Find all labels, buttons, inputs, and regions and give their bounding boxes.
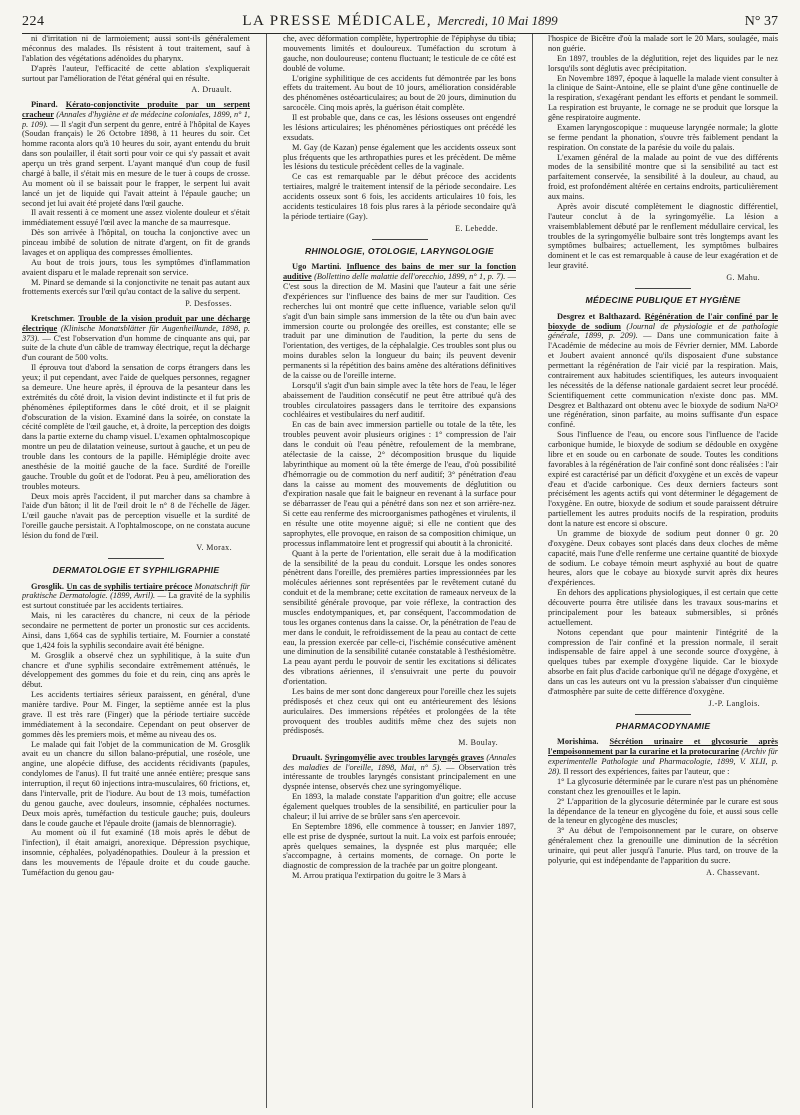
paragraph: D'après l'auteur, l'efficacité de cette ablation s'expliquerait surtout par l'amélioration de l'état général qui en résulte.: [22, 63, 250, 83]
paragraph: L'examen général de la malade au point de vue des différents modes de la sensibilité montre que si la sensibilité au tact est parfaitement conservée, la sensibilité à la douleur, au chaud, au froid, est profondément altérée en certains endroits, particulièrement aux mains.: [548, 152, 778, 201]
column-rule: [532, 34, 533, 1108]
article-signature: M. Boulay.: [458, 738, 498, 748]
issue-date: Mercredi, 10 Mai 1899: [437, 13, 558, 28]
section-heading: PHARMACODYNAMIE: [615, 721, 711, 732]
article-title: Influence des bains de mer sur la fonction auditive: [283, 262, 516, 282]
article-source: Monatschrift für praktische Dermatologie. (1899, Avril).: [22, 581, 250, 601]
article-grosglik: [22, 582, 250, 612]
article-signature: A. Chassevant.: [706, 867, 760, 877]
article-signature: P. Desfosses.: [185, 299, 232, 309]
article-desgrez: [548, 312, 778, 431]
section-heading: MÉDECINE PUBLIQUE ET HYGIÈNE: [585, 295, 741, 306]
article-author: Desgrez et Balthazard.: [557, 311, 641, 321]
article-signature: V. Morax.: [196, 542, 232, 552]
article-signature: A. Druault.: [191, 85, 232, 95]
article-title: Un cas de syphilis tertiaire précoce: [66, 581, 193, 591]
paragraph: Deux mois après l'accident, il put marcher dans sa chambre à l'aide d'un bâton; il lit de l'œil droit le n° 8 de l'échelle de Jäger. L'œil gauche n'avait pas de perception visuelle et la surdité de l'oreille gauche persistait. A l'ophtalmoscope, on ne constata aucune lésion du fond de l'œil.: [22, 491, 250, 541]
article-text: — La gravité de la syphilis est surtout constituée par les accidents tertiaires.: [22, 591, 250, 611]
article-title: Sécrétion urinaire et glycosurie après l'empoisonnement par la curarine et la protocurarine: [548, 737, 778, 757]
article-title: Kérato-conjonctivite produite par un serpent cracheur: [22, 99, 250, 119]
paragraph: En 1897, troubles de la déglutition, rejet des liquides par le nez lorsqu'ils sont déglutis avec précipitation.: [548, 53, 778, 73]
column-middle: [283, 34, 516, 1108]
paragraph: Quant à la perte de l'orientation, elle serait due à la modification de la sensibilité de la peau du conduit. Lorsque les ondes sonores pénètrent dans l'oreille, des premières parties impressionnées par les molécules aériennes sont représentées par le revêtement cutané du conduit et de la membrane; cette excitation de rameaux nerveux de la sensibilité générale provoque, par voie réflexe, la contraction des muscles endotympaniques, et, par conséquent, l'accommodation de tous les organes contenus dans la caisse. Or, la pénétration de l'eau de mer dans le conduit, le refroidissement de la peau au contact de cette eau, la pression exercée par celle-ci, l'ischémie consécutive amènent une diminution de la sensibilité cutanée constatable à l'esthésiomètre. La peau ayant perdu le pouvoir de sentir les excitations si délicates des vibrations aériennes, il s'ensuivrait une perte du pouvoir d'orientation.: [283, 548, 516, 687]
article-text: — Dans une communication faite à l'Académie de médecine au mois de Février dernier, MM. Laborde et Joubert avaient annoncé qu'ils disposaient d'une substance permettant la régénération de l'air vicié par la respiration. Mais, contrairement aux habitudes scientifiques, les auteurs invoquaient les nécessités de la défense nationale gardaient secret leur procédé. Scientifiquement cette communication n'existe donc pas. MM. Desgrez et Balthazard ont obtenu avec le bioxyde de sodium Na²O² une régénération, sinon parfaite, au moins suffisante d'un espace confiné.: [548, 331, 778, 430]
article-kretschmer: [22, 314, 250, 363]
paragraph: 2° L'apparition de la glycosurie déterminée par le curare est sous la dépendance de la teneur en glycogène du foie, et aussi sous celle de la teneur en glycogène des muscles;: [548, 796, 778, 826]
page-number: 224: [22, 14, 45, 29]
paragraph: Notons cependant que pour maintenir l'intégrité de la compression de l'air confiné et la pression normale, il serait indispensable de faire appel à une seconde source d'oxygène, à quelques tubes par exemple d'oxygène liquide. Car le bioxyde absorbe en fait plus d'acide carbonique qu'il ne dégage d'oxygène, et dans un cas les auteurs ont vu la pression s'abaisser d'un cinquième d'atmosphère par suite de cette différence d'oxygène.: [548, 627, 778, 696]
article-author: Morishima.: [557, 737, 599, 747]
article-title: Trouble de la vision produit par une décharge électrique: [22, 313, 250, 333]
paragraph: Ce cas est remarquable par le début précoce des accidents tertiaires, malgré le traitement intensif de la période secondaire. Les accidents osseux sont 6 fois, les accidents articulaires 10 fois, les accidents testiculaires 18 fois plus rares à la période secondaire qu'à la période tertiaire (Gay).: [283, 172, 516, 221]
paragraph: Sous l'influence de l'eau, ou encore sous l'influence de l'acide carbonique humide, le bioxyde de sodium se dédouble en oxygène libre et en soude ou en carbonate de soude. Toutes les conditions favorables à la régénération de l'air confiné sont donc réalisées : l'air expiré est caractérisé par un déficit d'oxygène et un excès de vapeur d'eau et d'acide carbonique. Ces deux derniers facteurs sont précisément les agents actifs qui vont déterminer le dégagement de l'oxygène. En outre, bioxyde de sodium et soude paraissent détruire partiellement les autres produits nocifs de la respiration, produits dont la nature est encore si obscure.: [548, 430, 778, 529]
journal-title-line: LA PRESSE MÉDICALE, Mercredi, 10 Mai 1899: [242, 13, 558, 29]
article-source: (Archiv für experimentelle Pathologie und Pharmacologie, 1899, V. XLII, p. 28).: [548, 747, 778, 777]
article-text: Il ressort des expériences, faites par l'auteur, que :: [563, 767, 730, 777]
article-author: Kretschmer.: [31, 313, 75, 323]
paragraph: Il est probable que, dans ce cas, les lésions osseuses ont engendré les lésions articulaires; les phénomènes périostiques ont précédé les exsudats.: [283, 113, 516, 142]
paragraph: En Septembre 1896, elle commence à tousser; en Janvier 1897, elle est prise de dyspnée, surtout la nuit. La voix est parfois enrouée; après quelques semaines, la dyspnée est plus marquée; elle s'accompagne, à certains moments, de cornage. On porte le diagnostic de compression de la trachée par un goitre plongeant.: [283, 821, 516, 871]
article-signature: G. Mahu.: [726, 273, 760, 282]
article-signature: J.-P. Langlois.: [708, 698, 760, 708]
article-pinard: [22, 100, 250, 209]
paragraph: l'hospice de Bicêtre d'où la malade sort le 20 Mars, soulagée, mais non guérie.: [548, 34, 778, 53]
paragraph: M. Gay (de Kazan) pense également que les accidents osseux sont plus fréquents que les arthropathies pures et les précèdent. De même les lésions du testicule précèdent celles de la vaginale.: [283, 142, 516, 172]
paragraph: En Novembre 1897, époque à laquelle la malade vient consulter à la clinique de Saint-Antoine, elle se plaint d'une gêne continuelle de la respiration, s'exagérant pendant les efforts et pendant le sommeil. La respiration est bruyante, le cornage ne se produit que lorsque la gêne respiratoire augmente.: [548, 73, 778, 122]
article-author: Grosglik.: [31, 581, 64, 591]
paragraph: Lorsqu'il s'agit d'un bain simple avec la tête hors de l'eau, le léger abaissement de l'audition consécutif ne peut être attribué qu'à des troubles circulatoires passagers dans le territoire des expansions cochléaires et vestibulaires du nerf auditif.: [283, 380, 516, 420]
paragraph: L'origine syphilitique de ces accidents fut démontrée par les bons effets du traitement. Au bout de 10 jours, amélioration considérable des phénomènes ostéoarticulaires; au bout de 20 jours, diminution du sarcocèle. Cinq mois après, la guérison était complète.: [283, 73, 516, 113]
article-author: Ugo Martini.: [292, 262, 342, 272]
section-heading: DERMATOLOGIE ET SYPHILIGRAPHIE: [52, 565, 220, 576]
paragraph: 3° Au début de l'empoisonnement par le curare, on observe généralement chez la grenouille une diminution de la sécrétion urinaire, qui peut aller jusqu'à l'anurie. Plus tard, on trouve de la polyurie, qui est indépendante de l'apparition du sucre.: [548, 826, 778, 865]
paragraph: Il éprouva tout d'abord la sensation de corps étrangers dans les yeux; il put cependant, avec l'aide de quelques personnes, regagner sa demeure. Une heure après, il éprouva de la pesanteur dans les extrémités du côté droit, la vision devint indistincte et il fut pris de phénomènes épileptiformes dans le côté droit, et il se plaignit d'obscuration de la vision. Examiné dans la soirée, on constate la cécité complète de l'œil gauche, et, à droite, la perception des doigts dans la partie externe du champ visuel. L'examen ophtalmoscopique montre un peu de dilatation veineuse, surtout à gauche, et un peu de trouble dans les contours de la papille. Hémiplégie droite avec anesthésie de la moitié gauche de la face. Surdité de l'oreille gauche. Trouble du goût et de l'odorat. Peu à peu, amélioration des troubles moteurs.: [22, 363, 250, 491]
section-divider: [635, 714, 691, 715]
column-left: [22, 34, 250, 1108]
paragraph: En cas de bain avec immersion partielle ou totale de la tête, les troubles peuvent avoir plusieurs origines : 1° compression de l'air dans le conduit où l'eau pénètre, refoulement de la membrane, atélectasie de la caisse, 2° décomposition brusque du liquide labyrinthique au moment où la tête émerge de l'eau, d'où possibilité d'hémorragie ou de commotion du nerf auditif; 3° pénétration d'eau dans la caisse au moment des mouvements de déglutition ou d'expiration nasale que fait le baigneur en revenant à la surface pour se débarrasser de l'eau qui a pénétré dans son nez et son arrière-nez. Si cette eau renferme des microorganismes pathogènes et virulents, il en résulte une otite moyenne aiguë; si elle ne contient que des saprophytes, elle provoque, en raison de sa composition chimique, un processus inflammatoire lent et progressif qui aboutit à la chronicité.: [283, 420, 516, 548]
article-text: — Il s'agit d'un serpent du genre, entré à l'hôpital de Kayes (Soudan français) le 26 Octobre 1898, à 11 heures du soir. Cet homme raconta alors qu'à 10 heures du soir, ayant entendu du bruit dans son poulailler, il était sorti pour voir ce qui s'y passait et avait aperçu un très grand serpent. L'ayant manqué d'un coup de fusil chargé à balle, il s'était mis en mesure de le tuer à coups de crosse. Au moment où il se baissait pour le frapper, le serpent lui avait lancé un jet de liquide qui l'avait atteint à l'épaule gauche; un second jet lui avait été projeté dans l'œil gauche.: [22, 119, 250, 208]
running-header: [22, 4, 778, 34]
article-source: (Journal de physiologie et de pathologie générale, 1899, p. 209).: [548, 321, 778, 341]
paragraph: Après avoir discuté complètement le diagnostic différentiel, l'auteur conclut à de la syringomyélie. La lésion a vraisemblablement débuté par le renflement médullaire cervical, les troubles de la syringomyélie bulbaire sont très longtemps avant les symptômes bulbaires; actuellement, les symptômes bulbaires dominent et le cas est remarquable à cause de leur exagération et de leur gravité.: [548, 201, 778, 271]
article-source: (Klinische Monatsblätter für Augenheilkunde, 1898, p. 373).: [22, 323, 250, 343]
section-divider: [108, 558, 164, 559]
article-druault: [283, 753, 516, 793]
paragraph: M. Arrou pratiqua l'extirpation du goitre le 3 Mars à: [292, 871, 466, 881]
article-author: Pinard.: [31, 99, 58, 109]
article-title: Régénération de l'air confiné par le bioxyde de sodium: [548, 311, 778, 331]
section-heading: RHINOLOGIE, OTOLOGIE, LARYNGOLOGIE: [305, 246, 494, 257]
paragraph: M. Pinard se demande si la conjonctivite ne tenait pas autant aux frottements exercés sur l'œil qu'au contact de la salive du serpent.: [22, 277, 250, 297]
paragraph: Dès son arrivée à l'hôpital, on toucha la conjonctive avec un pinceau imbibé de solution de nitrate d'argent, on fit de grands lavages et on appliqua des compresses émollientes.: [22, 228, 250, 257]
section-divider: [635, 288, 691, 289]
issue-number: N° 37: [744, 14, 778, 29]
section-divider: [372, 239, 428, 240]
article-morishima: [548, 737, 778, 777]
journal-name: LA PRESSE MÉDICALE: [242, 13, 427, 29]
article-text: — C'est l'observation d'un homme de cinquante ans qui, par suite de la chute d'un câble de tramway électrique, reçut la décharge d'un courant de 500 volts.: [22, 333, 250, 363]
article-source: (Annales des maladies de l'oreille, 1898, Mai, n° 5).: [283, 752, 516, 772]
paragraph: Un gramme de bioxyde de sodium peut donner 0 gr. 20 d'oxygène. Deux cobayes sont placés dans deux cloches de même capacité, mais l'une d'elle renferme une certaine quantité de bioxyde de sodium. Le cobaye témoin meurt asphyxié au bout de quatre heures, alors que le cobaye au bioxyde survit après dix heures d'expériences.: [548, 528, 778, 588]
column-right: [548, 34, 778, 1108]
paragraph: ni d'irritation ni de larmoiement; aussi sont-ils généralement méconnus des malades. Ils résistent à tout traitement, sauf à l'ablation des végétations adénoïdes du pharynx.: [22, 34, 250, 63]
paragraph: Au bout de trois jours, tous les symptômes d'inflammation avaient disparu et le malade reprenait son service.: [22, 257, 250, 277]
paragraph: Il avait ressenti à ce moment une assez violente douleur et s'était immédiatement essuyé l'œil avec la manche de sa maurresque.: [22, 208, 250, 228]
article-source: (Bollettino delle malattie dell'orecchio, 1899, n° 1, p. 7).: [314, 272, 506, 282]
article-source: (Annales d'hygiène et de médecine coloniales, 1899, n° 1, p. 109).: [22, 109, 250, 129]
paragraph: Au moment où il fut examiné (18 mois après le début de l'infection), il était amaigri, anorexique. Dépression psychique, insomnie, céphalées, polyadénopathies. Douleur à la pression et dans les mouvements de l'épaule droite et du coude gauche. Tuméfaction du genou gau-: [22, 828, 250, 877]
paragraph: Examen laryngoscopique : muqueuse laryngée normale; la glotte se ferme pendant la phonation, s'ouvre très faiblement pendant la respiration. On constate de la parésie du voile du palais.: [548, 122, 778, 152]
paragraph: Les bains de mer sont donc dangereux pour l'oreille chez les sujets prédisposés et chez ceux qui ont eu antérieurement des lésions auriculaires. Des immersions répétées et prolongées de la tête provoquent des troubles auditifs même chez des sujets non prédisposés.: [283, 686, 516, 736]
paragraph: che, avec déformation complète, hypertrophie de l'épiphyse du tibia; mouvements limités et douloureux. Tuméfaction du scrotum à gauche, non douloureuse; contenu fluctuant; le testicule de ce côté est doublé de volume.: [283, 34, 516, 73]
article-text: — Observation très intéressante de troubles laryngés consistant principalement en une dyspnée intense, observés chez une syringomyélique.: [283, 762, 516, 792]
paragraph: M. Grosglik a observé chez un syphilitique, à la suite d'un chancre et d'une syphilis secondaire extrêmement atténués, le développement des gommes du foie et du rein, cinq ans après le début.: [22, 650, 250, 690]
paragraph: Mais, ni les caractères du chancre, ni ceux de la période secondaire ne permettent de porter un pronostic sur ces accidents. Ainsi, dans 1,664 cas de syphilis tertiaire, M. Fournier a constaté que 1,424 fois la syphilis secondaire avait été bénigne.: [22, 611, 250, 650]
article-title: Syringomyélie avec troubles laryngés graves: [324, 752, 484, 762]
article-text: — C'est sous la direction de M. Masini que l'auteur a fait une série d'expériences sur l'influence des bains de mer sur l'audition. Ces recherches lui ont montré que cette influence, variable selon qu'il s'agit d'un bain simple sans immersion de la tête ou d'un bain avec immersion courte ou prolongée des oreilles, est constante; elle se traduit par une diminution de l'audition, la perte du sens de l'orientation, des vertiges, de la céphalalgie. Ces troubles sont plus ou moins durables selon la longueur du bain; ils peuvent devenir permanents si la répétition des bains amène des altérations définitives de la caisse ou de l'oreille interne.: [283, 272, 516, 380]
paragraph: Les accidents tertiaires sérieux paraissent, en général, d'une manière tardive. Pour M. Finger, la septième année est la plus grave. Il est très rare (Finger) que la période tertiaire succède immédiatement à la secondaire. Cependant on peut observer de gommes dès les premiers mois, et même au niveau des os.: [22, 690, 250, 739]
article-author: Druault.: [292, 752, 323, 762]
paragraph: Le malade qui fait l'objet de la communication de M. Grosglik avait eu un chancre du sillon balano-préputial, une roséole, une angine, une alopécie diffuse, des accidents récidivants (papules, condylomes de l'anus). Il fut traité une année entière; presque sans interruption, il reçut 60 injections intra-musculaires, 60 frictions, et, dans l'intervalle, prit de l'iodure. Au bout de 13 mois, tuméfaction du genou gauche, avec douleurs, insomnie, céphalées nocturnes. Deux mois après, tuméfaction du testicule gauche; puis, douleurs dans le coude gauche et l'épaule droite (jamais de blennorragie).: [22, 739, 250, 828]
paragraph: En 1893, la malade constate l'apparition d'un goitre; elle accuse également quelques troubles de la sensibilité, en particulier pour la chaleur; il lui arrive de se brûler sans s'en apercevoir.: [283, 792, 516, 821]
paragraph: 1° La glycosurie déterminée par le curare n'est pas un phénomène constant chez les grenouilles et le lapin.: [548, 776, 778, 796]
article-signature: E. Lebedde.: [455, 223, 498, 233]
paragraph: En dehors des applications physiologiques, il est certain que cette découverte pourra être utilisée dans les travaux sous-marins et principalement pour les bateaux submersibles, si prônés actuellement.: [548, 588, 778, 627]
column-rule: [266, 34, 267, 1108]
article-martini: [283, 262, 516, 381]
